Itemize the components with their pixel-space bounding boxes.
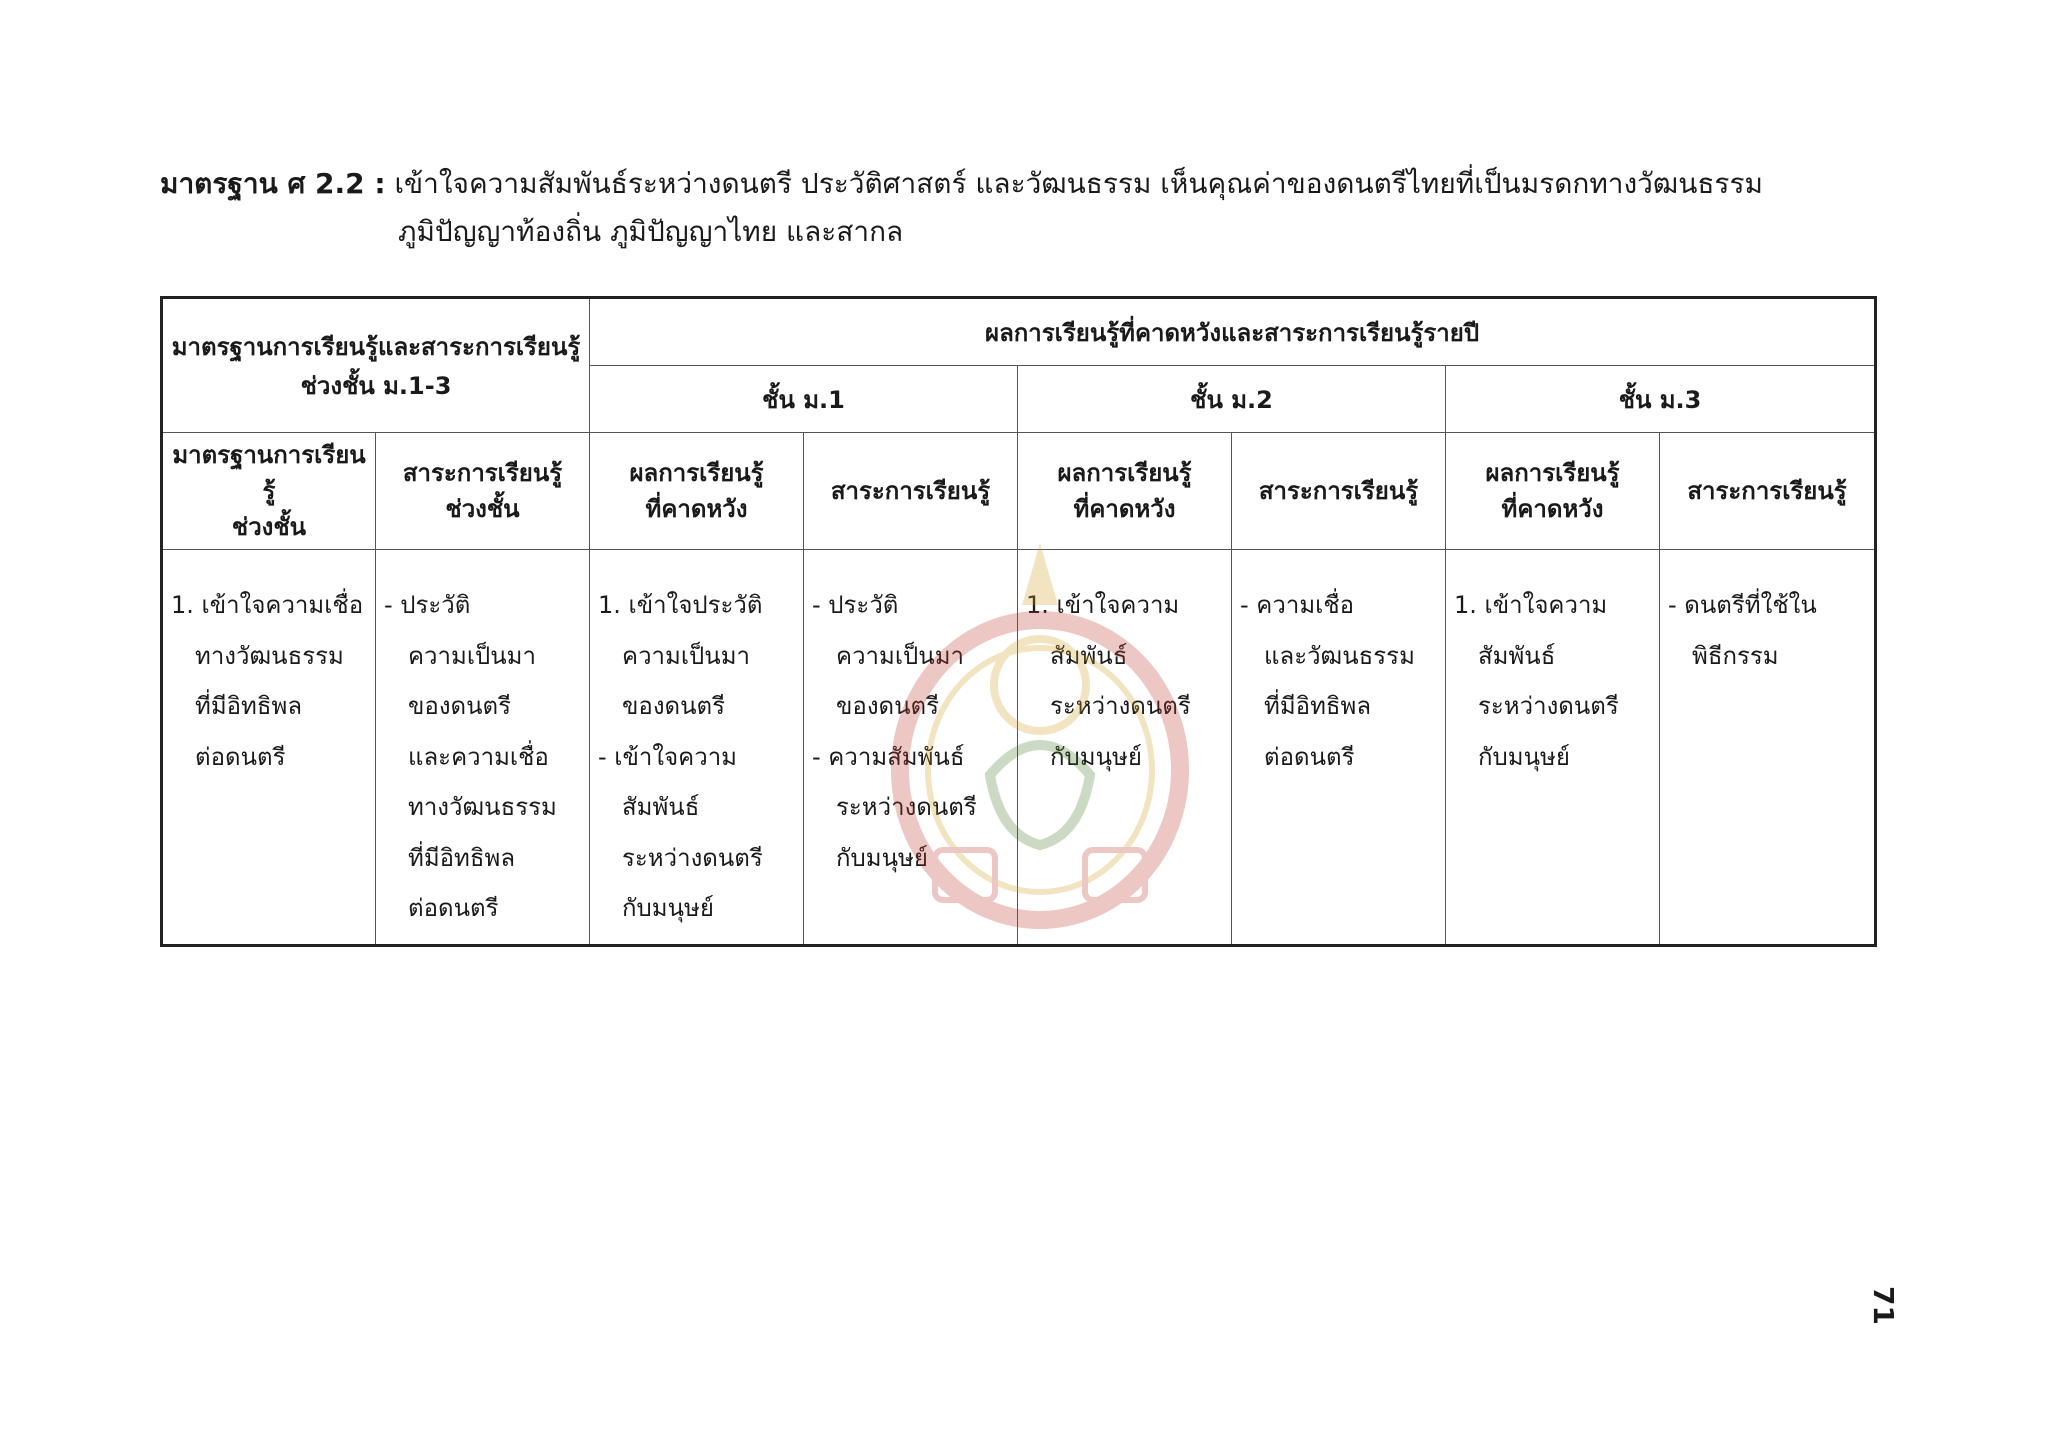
col-header: ผลการเรียนรู้ ที่คาดหวัง xyxy=(1018,433,1232,550)
grade-m1-header: ชั้น ม.1 xyxy=(590,366,1018,433)
standard-text: เข้าใจความสัมพันธ์ระหว่างดนตรี ประวัติศาสตร์ และวัฒนธรรม เห็นคุณค่าของดนตรีไทยที่เป็นมรดกทางวัฒนธรรม xyxy=(394,167,1763,200)
table-cell: - ความเชื่อ และวัฒนธรรม ที่มีอิทธิพล ต่อดนตรี xyxy=(1232,550,1446,946)
header-left-line-2: ช่วงชั้น ม.1-3 xyxy=(300,371,452,400)
standard-label: มาตรฐาน ศ 2.2 : xyxy=(160,167,386,200)
col-header: ผลการเรียนรู้ ที่คาดหวัง xyxy=(1446,433,1660,550)
header-left-line-1: มาตรฐานการเรียนรู้และสาระการเรียนรู้ xyxy=(171,332,581,361)
standard-line-2: ภูมิปัญญาท้องถิ่น ภูมิปัญญาไทย และสากล xyxy=(398,215,904,248)
standard-heading xyxy=(160,160,1880,256)
curriculum-table xyxy=(160,296,1877,947)
grade-m2-header: ชั้น ม.2 xyxy=(1018,366,1446,433)
table-cell: - ประวัติ ความเป็นมา ของดนตรี - ความสัมพันธ์ ระหว่างดนตรี กับมนุษย์ xyxy=(804,550,1018,946)
table-cell: 1. เข้าใจประวัติ ความเป็นมา ของดนตรี - เข้าใจความ สัมพันธ์ ระหว่างดนตรี กับมนุษย์ xyxy=(590,550,804,946)
col-header: สาระการเรียนรู้ xyxy=(804,433,1018,550)
standard-line-1 xyxy=(160,160,1880,208)
table-cell: 1. เข้าใจความเชื่อ ทางวัฒนธรรม ที่มีอิทธิพล ต่อดนตรี xyxy=(162,550,376,946)
grade-m3-header: ชั้น ม.3 xyxy=(1446,366,1876,433)
col-header: สาระการเรียนรู้ ช่วงชั้น xyxy=(376,433,590,550)
header-standard-content xyxy=(162,298,590,433)
table-cell: - ประวัติ ความเป็นมา ของดนตรี และความเชื่อ ทางวัฒนธรรม ที่มีอิทธิพล ต่อดนตรี xyxy=(376,550,590,946)
header-outcomes: ผลการเรียนรู้ที่คาดหวังและสาระการเรียนรู้รายปี xyxy=(590,298,1876,366)
table-cell: 1. เข้าใจความ สัมพันธ์ ระหว่างดนตรี กับมนุษย์ xyxy=(1018,550,1232,946)
table-cell: 1. เข้าใจความ สัมพันธ์ ระหว่างดนตรี กับมนุษย์ xyxy=(1446,550,1660,946)
col-header: ผลการเรียนรู้ ที่คาดหวัง xyxy=(590,433,804,550)
col-header: มาตรฐานการเรียนรู้ ช่วงชั้น xyxy=(162,433,376,550)
col-header: สาระการเรียนรู้ xyxy=(1232,433,1446,550)
page-number: 71 xyxy=(1867,1286,1900,1325)
col-header: สาระการเรียนรู้ xyxy=(1660,433,1876,550)
table-cell: - ดนตรีที่ใช้ใน พิธีกรรม xyxy=(1660,550,1876,946)
